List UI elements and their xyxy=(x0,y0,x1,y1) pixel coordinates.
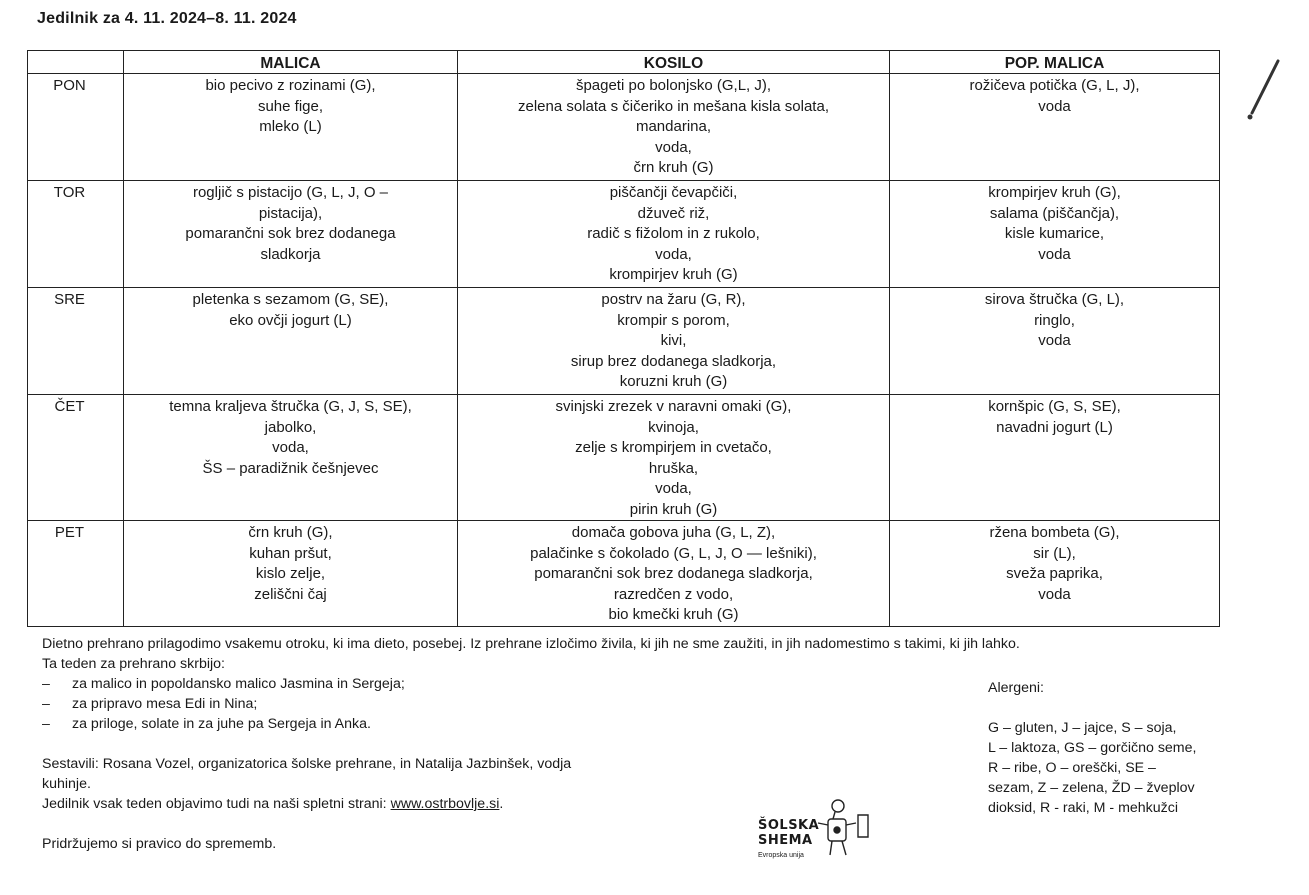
menu-item: kvinoja, xyxy=(648,418,699,436)
menu-item: mandarina, xyxy=(635,118,712,135)
menu-item: špageti po bolonjsko (G,L, J), xyxy=(575,77,772,94)
pop-malica-cell xyxy=(890,288,1220,395)
header-kosilo: KOSILO xyxy=(458,51,890,74)
menu-item: kisle kumarice, xyxy=(1004,225,1105,242)
authors-line: Sestavili: Rosana Vozel, organizatorica šolske prehrane, in Natalija Jazbinšek, vodja xyxy=(42,756,572,772)
kosilo-cell xyxy=(458,181,890,288)
day-cell: PON xyxy=(28,74,124,181)
menu-item: zelena solata s čičeriko in mešana kisla solata, xyxy=(518,97,829,115)
menu-item: zeliščni čaj xyxy=(254,585,327,603)
kosilo-cell xyxy=(458,74,890,181)
logo-text: ŠOLSKA SHEMA xyxy=(758,818,820,848)
menu-item: črn kruh (G), xyxy=(248,524,333,541)
menu-item: eko ovčji jogurt (L) xyxy=(229,311,352,329)
malica-cell xyxy=(124,181,458,288)
menu-item: voda, xyxy=(655,245,692,263)
menu-row xyxy=(28,395,1220,521)
care-item: – za malico in popoldansko malico Jasmina in Sergeja; xyxy=(42,676,405,692)
allergens-legend xyxy=(988,678,1196,818)
logo-tagline: Evropska unija xyxy=(758,852,804,859)
page-title: Jedilnik za 4. 11. 2024–8. 11. 2024 xyxy=(37,10,297,27)
menu-item: sir (L), xyxy=(1033,544,1076,562)
kosilo-cell xyxy=(458,521,890,627)
kosilo-cell xyxy=(458,395,890,521)
care-item: – za priloge, solate in za juhe pa Sergeja in Anka. xyxy=(42,716,371,732)
menu-item: sirup brez dodanega sladkorja, xyxy=(570,352,777,370)
day-cell: PET xyxy=(28,521,124,627)
menu-header-row xyxy=(28,51,1220,74)
menu-item: krompir s porom, xyxy=(617,311,730,329)
menu-item: temna kraljeva štručka (G, J, S, SE), xyxy=(169,398,412,415)
malica-cell xyxy=(124,395,458,521)
menu-item: bio kmečki kruh (G) xyxy=(608,606,739,623)
menu-item: bio pecivo z rozinami (G), xyxy=(205,77,376,94)
menu-item: črn kruh (G) xyxy=(633,159,714,176)
menu-item: ržena bombeta (G), xyxy=(989,524,1120,541)
menu-item: kislo zelje, xyxy=(255,565,326,582)
menu-item: pirin kruh (G) xyxy=(629,500,718,518)
menu-item: džuveč riž, xyxy=(637,204,710,222)
menu-item: voda xyxy=(1038,245,1071,263)
allergen-line: G – gluten, J – jajce, S – soja, xyxy=(988,720,1177,736)
menu-item: suhe fige, xyxy=(257,97,324,115)
menu-item: kuhan pršut, xyxy=(249,544,332,562)
menu-item: sladkorja xyxy=(260,245,321,263)
menu-item: krompirjev kruh (G), xyxy=(988,184,1121,201)
menu-item: svinjski zrezek v naravni omaki (G), xyxy=(555,398,792,415)
menu-item: piščančji čevapčiči, xyxy=(609,184,738,201)
menu-item: voda xyxy=(1038,332,1071,349)
allergen-line: R – ribe, O – oreščki, SE – xyxy=(988,760,1156,776)
website-link[interactable]: www.ostrbovlje.si xyxy=(390,796,500,812)
menu-item: radič s fižolom in z rukolo, xyxy=(587,225,760,242)
care-intro: Ta teden za prehrano skrbijo: xyxy=(42,656,225,672)
menu-item: razredčen z vodo, xyxy=(613,585,734,603)
menu-item: zelje s krompirjem in cvetačo, xyxy=(575,439,772,456)
day-cell: TOR xyxy=(28,181,124,288)
day-cell: SRE xyxy=(28,288,124,395)
header-day xyxy=(28,51,124,74)
day-cell: ČET xyxy=(28,395,124,521)
menu-item: sirova štručka (G, L), xyxy=(984,291,1125,308)
header-pop-malica: POP. MALICA xyxy=(890,51,1220,74)
menu-row xyxy=(28,521,1220,627)
care-item: – za pripravo mesa Edi in Nina; xyxy=(42,696,258,712)
menu-item: ringlo, xyxy=(1034,311,1075,329)
menu-item: ŠS – paradižnik češnjevec xyxy=(202,459,379,477)
menu-item: pletenka s sezamom (G, SE), xyxy=(192,291,389,308)
pop-malica-cell xyxy=(890,395,1220,521)
menu-item: voda, xyxy=(272,439,309,456)
menu-item: voda xyxy=(1038,97,1071,115)
menu-row xyxy=(28,181,1220,288)
menu-item: pomarančni sok brez dodanega xyxy=(185,225,396,242)
rights-note: Pridržujemo si pravico do sprememb. xyxy=(42,836,277,852)
authors-line-2: kuhinje. xyxy=(42,776,91,792)
diet-note: Dietno prehrano prilagodimo vsakemu otroku, ki ima dieto, posebej. Iz prehrane izločimo živila, ki jih ne sme zaužiti, in jih nadomestimo s takimi, ki jih lahko. xyxy=(42,636,1020,652)
menu-item: postrv na žaru (G, R), xyxy=(601,291,746,308)
pen-mark-icon xyxy=(1240,55,1290,125)
menu-item: jabolko, xyxy=(264,418,317,436)
pop-malica-cell xyxy=(890,74,1220,181)
kosilo-cell xyxy=(458,288,890,395)
menu-item: hruška, xyxy=(648,459,699,477)
header-malica: MALICA xyxy=(124,51,458,74)
menu-item: navadni jogurt (L) xyxy=(996,418,1113,436)
allergen-line: dioksid, R - raki, M - mehkužci xyxy=(988,800,1178,816)
allergen-line: L – laktoza, GS – gorčično seme, xyxy=(988,740,1197,756)
menu-item: rogljič s pistacijo (G, L, J, O – xyxy=(192,184,389,201)
pop-malica-cell xyxy=(890,521,1220,627)
menu-item: mleko (L) xyxy=(259,118,322,135)
menu-item: sveža paprika, xyxy=(1006,565,1103,582)
malica-cell xyxy=(124,521,458,627)
menu-item: domača gobova juha (G, L, Z), xyxy=(571,524,776,541)
web-note: Jedilnik vsak teden objavimo tudi na naši spletni strani: www.ostrbovlje.si. xyxy=(42,796,504,812)
menu-row xyxy=(28,288,1220,395)
menu-item: kornšpic (G, S, SE), xyxy=(988,398,1121,415)
menu-table xyxy=(27,50,1220,627)
menu-item: krompirjev kruh (G) xyxy=(609,266,738,283)
malica-cell xyxy=(124,74,458,181)
menu-item: pistacija), xyxy=(258,204,323,222)
menu-item: voda, xyxy=(655,138,692,156)
menu-item: voda xyxy=(1038,585,1071,603)
allergen-line: sezam, Z – zelena, ŽD – žveplov xyxy=(988,780,1195,796)
menu-item: salama (piščančja), xyxy=(989,204,1120,222)
pop-malica-cell xyxy=(890,181,1220,288)
menu-item: kivi, xyxy=(660,332,687,349)
menu-row xyxy=(28,74,1220,181)
menu-item: voda, xyxy=(655,480,692,497)
menu-item: rožičeva potička (G, L, J), xyxy=(969,77,1140,94)
malica-cell xyxy=(124,288,458,395)
allergens-heading: Alergeni: xyxy=(988,680,1044,696)
menu-item: pomarančni sok brez dodanega sladkorja, xyxy=(534,565,813,582)
menu-item: palačinke s čokolado (G, L, J, O — lešniki), xyxy=(530,544,817,562)
menu-item: koruzni kruh (G) xyxy=(619,373,728,390)
